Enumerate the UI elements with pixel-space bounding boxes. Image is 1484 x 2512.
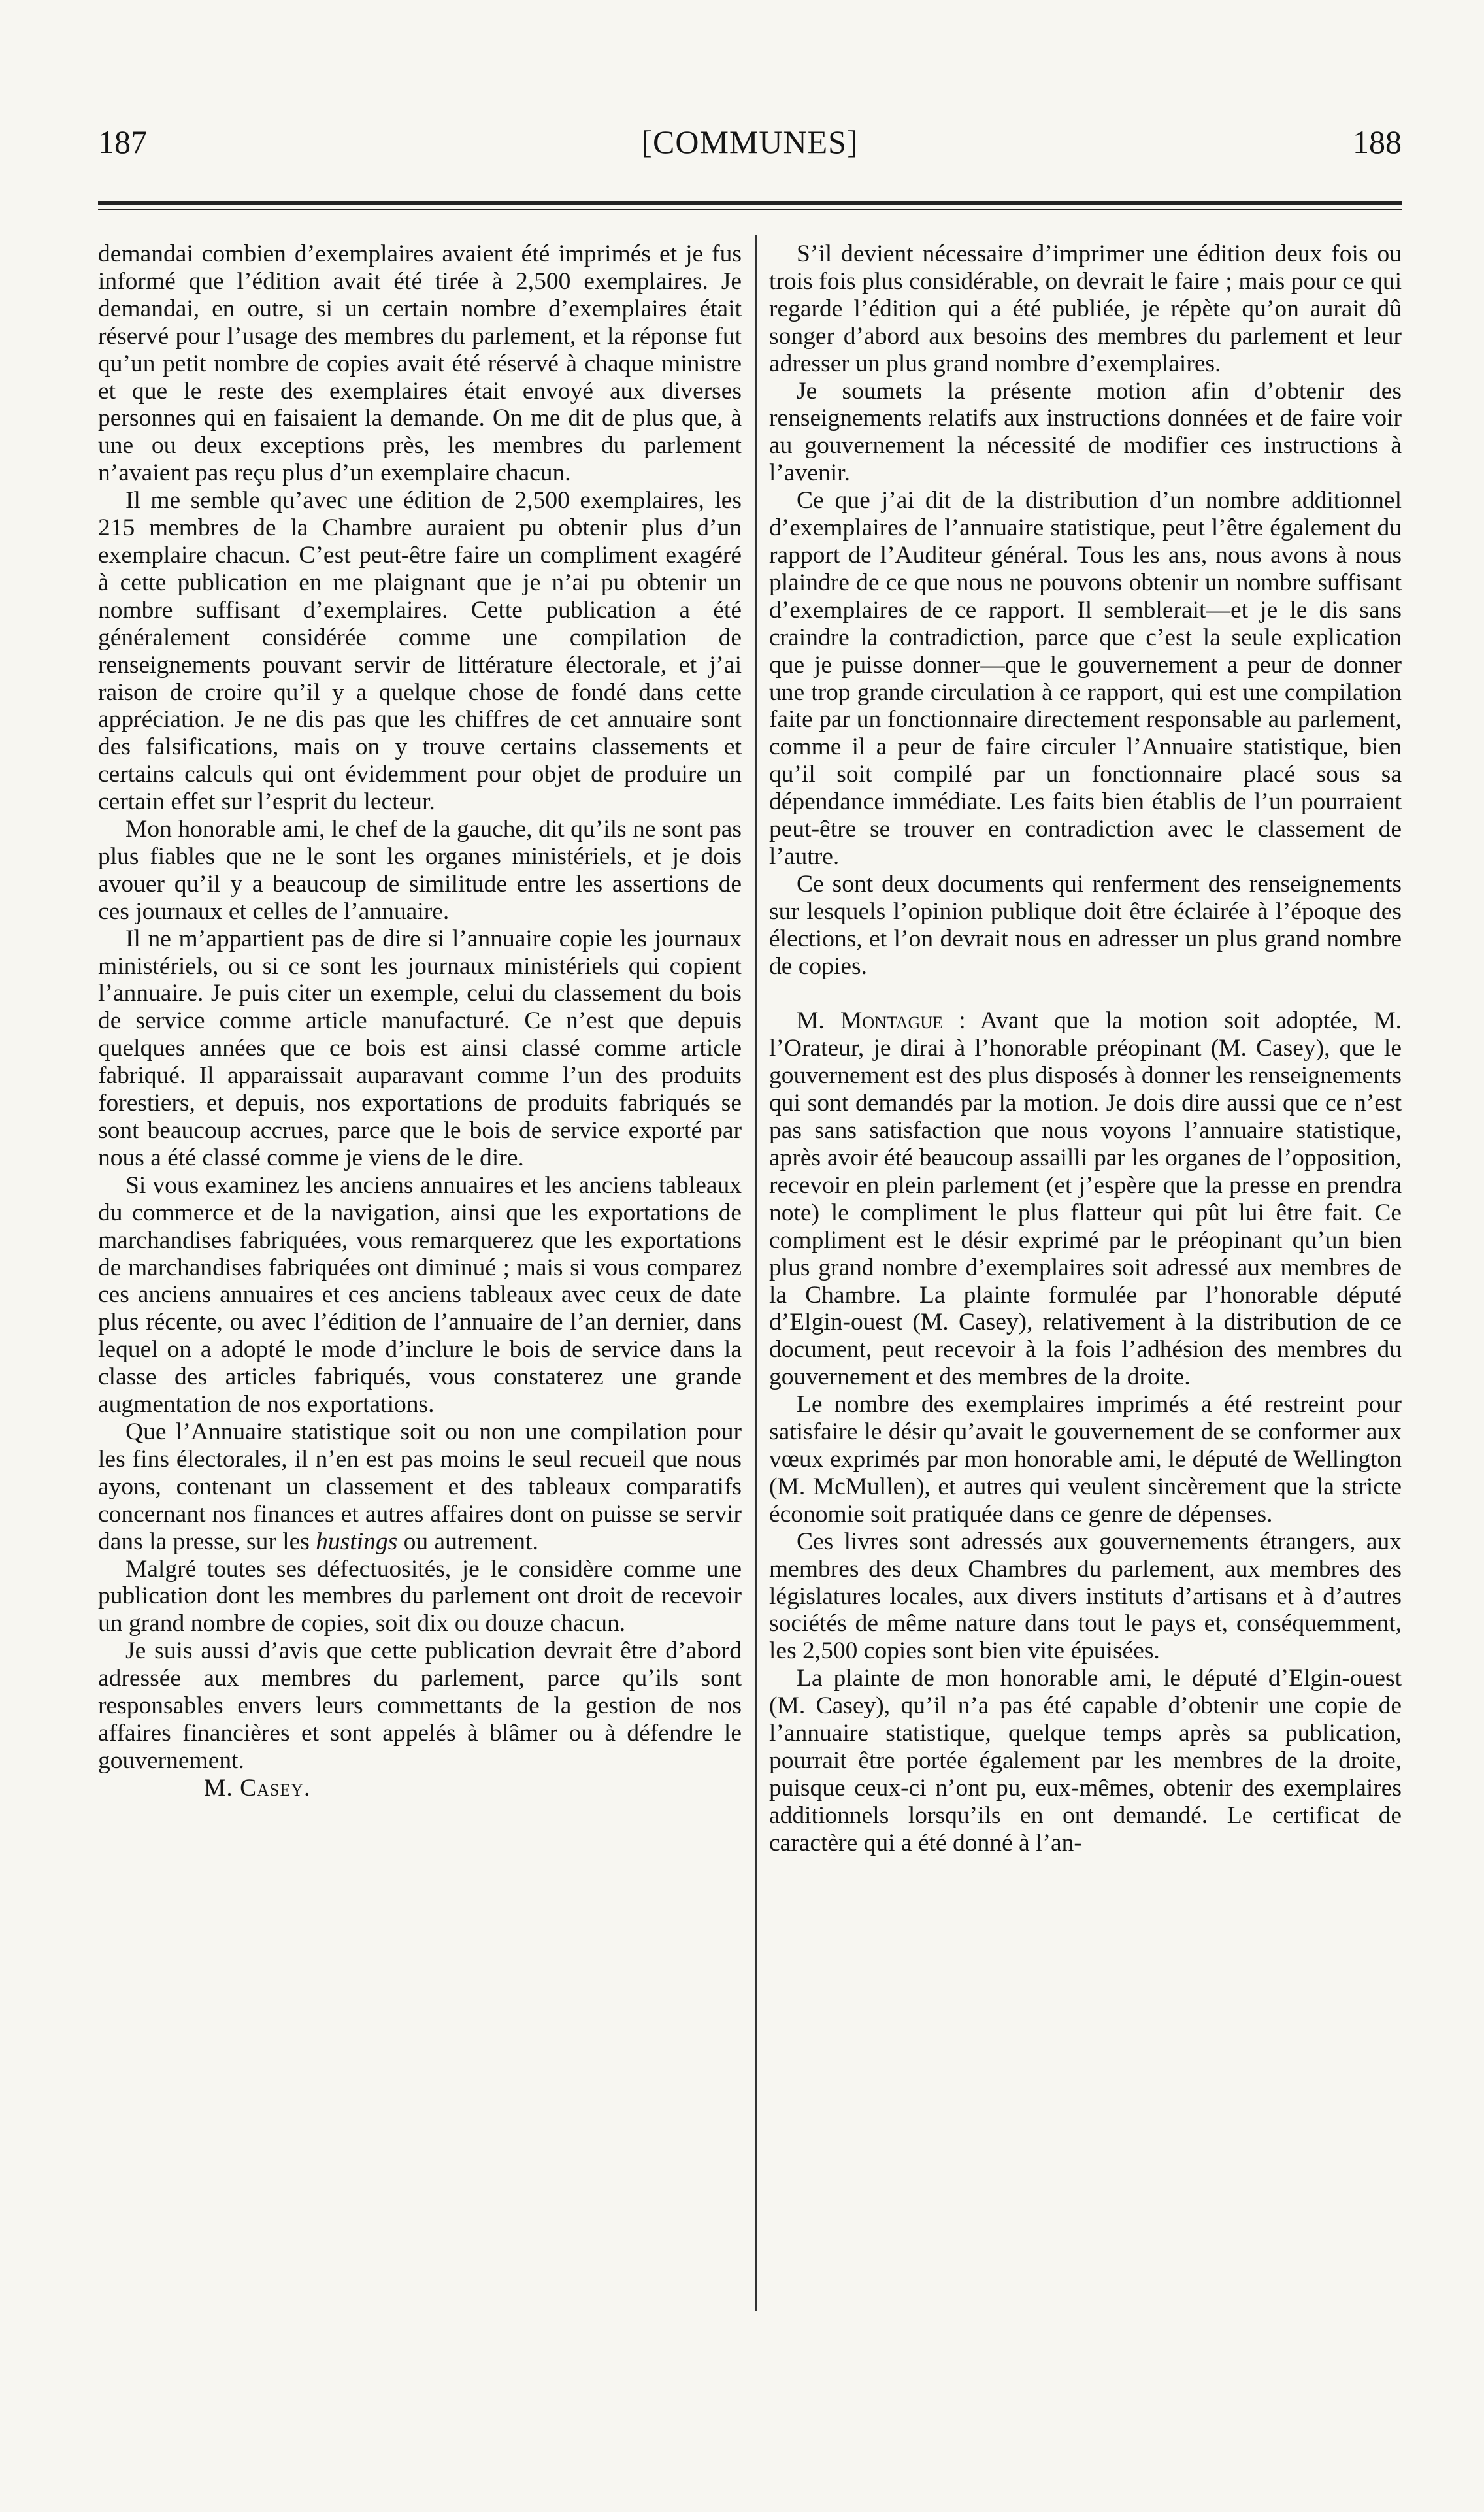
left-paragraph: Il ne m’appartient pas de dire si l’annuaire copie les journaux ministériels, ou si ce sont les journaux ministériels qui copient l’annuaire. Je puis citer un exemple, celui du classement du bois de service comme article manufacturé. Ce n’est que depuis quelques années que ce bois est ainsi classé comme article fabriqué. Il apparaissait auparavant comme l’un des produits forestiers, et depuis, nos exportations de produits fabriqués se sont beaucoup accrues, parce que le bois de service exporté par nous a été classé comme je viens de le dire. xyxy=(98,925,742,1171)
left-column xyxy=(98,241,742,1802)
right-column xyxy=(769,241,1402,1857)
column-divider xyxy=(755,235,757,2311)
paragraph-tail: ou autrement. xyxy=(397,1528,538,1555)
right-page-number: 188 xyxy=(1353,124,1402,160)
left-paragraph: Je suis aussi d’avis que cette publication devrait être d’abord adressée aux membres du parlement, parce qu’ils sont responsables envers leurs commettants de la gestion de nos affaires financières et sont appelés à blâmer ou à défendre le gouvernement. xyxy=(98,1637,742,1774)
right-paragraph: La plainte de mon honorable ami, le député d’Elgin-ouest (M. Casey), qu’il n’a pas été capable d’obtenir une copie de l’annuaire statistique, quelque temps après sa publication, pourrait être portée également par les membres de la droite, puisque ceux-ci n’ont pu, eux-mêmes, obtenir des exemplaires additionnels lorsqu’ils en ont demandé. Le certificat de caractère qui a été donné à l’an- xyxy=(769,1665,1402,1856)
signature: M. Casey. xyxy=(204,1774,311,1801)
header-title: [COMMUNES] xyxy=(641,124,859,160)
left-page-number: 187 xyxy=(98,124,147,160)
speaker-text: Avant que la motion soit adoptée, M. l’Orateur, je dirai à l’honorable préopinant (M. Casey), que le gouvernement est des plus disposés à donner les renseignements qui sont demandés par la motion. Je dois dire aussi que ce n’est pas sans satisfaction que nous voyons l’annuaire statistique, après avoir été beaucoup assailli par les organes de l’opposition, recevoir en plein parlement (et j’espère que la presse en prendra note) le compliment le plus flatteur qui pût lui être fait. Ce compliment est le désir exprimé par le préopinant qu’un bien plus grand nombre d’exemplaires soit adressé aux membres de la Chambre. La plainte formulée par l’honorable député d’Elgin-ouest (M. Casey), relativement à la distribution de ce document, peut recevoir à la fois l’adhésion des membres du gouvernement et des membres de la droite. xyxy=(769,1007,1402,1391)
page-header xyxy=(98,123,1402,169)
italic-word: hustings xyxy=(316,1528,398,1555)
paragraph-text: Que l’Annuaire statistique soit ou non une compilation pour les fins électorales, il n’en est pas moins le seul recueil que nous ayons, contenant un classement et des tableaux comparatifs concernant nos finances et autres affaires dont on puisse se servir dans la presse, sur les xyxy=(98,1418,742,1555)
header-rule-thin xyxy=(98,209,1402,210)
left-paragraph: Si vous examinez les anciens annuaires et les anciens tableaux du commerce et de la navigation, ainsi que les exportations de marchandises fabriquées, vous remarquerez que les exportations de marchandises fabriquées ont diminué ; mais si vous comparez ces anciens annuaires et ces anciens tableaux avec ceux de date plus récente, ou avec l’édition de l’annuaire de l’an dernier, dans lequel on a adopté le mode d’inclure le bois de service dans la classe des articles fabriqués, vous constaterez une grande augmentation de nos exportations. xyxy=(98,1171,742,1418)
left-paragraph: demandai combien d’exemplaires avaient été imprimés et je fus informé que l’édition avait été tirée à 2,500 exemplaires. Je demandai, en outre, si un certain nombre d’exemplaires était réservé pour l’usage des membres du parlement, et la réponse fut qu’un petit nombre de copies avait été réservé à chaque ministre et que le reste des exemplaires était envoyé aux diverses personnes qui en faisaient la demande. On me dit de plus que, à une ou deux exceptions près, les membres du parlement n’avaient pas reçu plus d’un exemplaire chacun. xyxy=(98,241,742,487)
left-paragraph: Il me semble qu’avec une édition de 2,500 exemplaires, les 215 membres de la Chambre auraient pu obtenir plus d’un exemplaire chacun. C’est peut-être faire un compliment exagéré à cette publication en me plaignant que je n’ai pu obtenir un nombre suffisant d’exemplaires. Cette publication a été généralement considérée comme une compilation de renseignements pouvant servir de littérature électorale, et j’ai raison de croire qu’il y a quelque chose de fondé dans cette appréciation. Je ne dis pas que les chiffres de cet annuaire sont des falsifications, mais on y trouve certains classements et certains calculs qui ont évidemment pour objet de produire un certain effet sur l’esprit du lecteur. xyxy=(98,487,742,816)
right-paragraph: Je soumets la présente motion afin d’obtenir des renseignements relatifs aux instructions données et de faire voir au gouvernement la nécessité de modifier ces instructions à l’avenir. xyxy=(769,377,1402,487)
speaker-name: M. Montague : xyxy=(797,1007,966,1035)
left-paragraph-hustings xyxy=(98,1418,742,1556)
right-paragraph: Ce sont deux documents qui renferment des renseignements sur lesquels l’opinion publique doit être éclairée à l’époque des élections, et l’on devrait nous en adresser un plus grand nombre de copies. xyxy=(769,870,1402,980)
right-paragraph: Ces livres sont adressés aux gouvernements étrangers, aux membres des deux Chambres du parlement, aux membres des législatures locales, aux divers instituts d’artisans et à d’autres sociétés de même nature dans tout le pays et, conséquemment, les 2,500 copies sont bien vite épuisées. xyxy=(769,1528,1402,1665)
left-paragraph: Malgré toutes ses défectuosités, je le considère comme une publication dont les membres du parlement ont droit de recevoir un grand nombre de copies, soit dix ou douze chacun. xyxy=(98,1555,742,1637)
right-paragraph: S’il devient nécessaire d’imprimer une édition deux fois ou trois fois plus considérable, on devrait le faire ; mais pour ce qui regarde l’édition qui a été publiée, je répète qu’on aurait dû songer d’abord aux besoins des membres du parlement et leur adresser un plus grand nombre d’exemplaires. xyxy=(769,241,1402,377)
header-rule-thick xyxy=(98,201,1402,205)
left-paragraph: Mon honorable ami, le chef de la gauche, dit qu’ils ne sont pas plus fiables que ne le sont les organes ministériels, et je dois avouer qu’il y a beaucoup de similitude entre les assertions de ces journaux et celles de l’annuaire. xyxy=(98,816,742,925)
right-paragraph: Ce que j’ai dit de la distribution d’un nombre additionnel d’exemplaires de l’annuaire statistique, peut l’être également du rapport de l’Auditeur général. Tous les ans, nous avons à nous plaindre de ce que nous ne pouvons obtenir un nombre suffisant d’exemplaires de ce rapport. Il semblerait—et je le dis sans craindre la contradiction, parce que c’est la seule explication que je puisse donner—que le gouvernement a peur de donner une trop grande circulation à ce rapport, qui est une compilation faite par un fonctionnaire directement responsable au parlement, comme il a peur de faire circuler l’Annuaire statistique, bien qu’il soit compilé par un fonctionnaire placé sous sa dépendance immédiate. Les faits bien établis de l’un pourraient peut-être se trouver en contradiction avec le classement de l’autre. xyxy=(769,487,1402,870)
speaker-paragraph xyxy=(769,1007,1402,1391)
right-paragraph: Le nombre des exemplaires imprimés a été restreint pour satisfaire le désir qu’avait le gouvernement de se conformer aux vœux exprimés par mon honorable ami, le député de Wellington (M. McMullen), et autres qui veulent sincèrement que la stricte économie soit pratiquée dans ce genre de dépenses. xyxy=(769,1391,1402,1528)
